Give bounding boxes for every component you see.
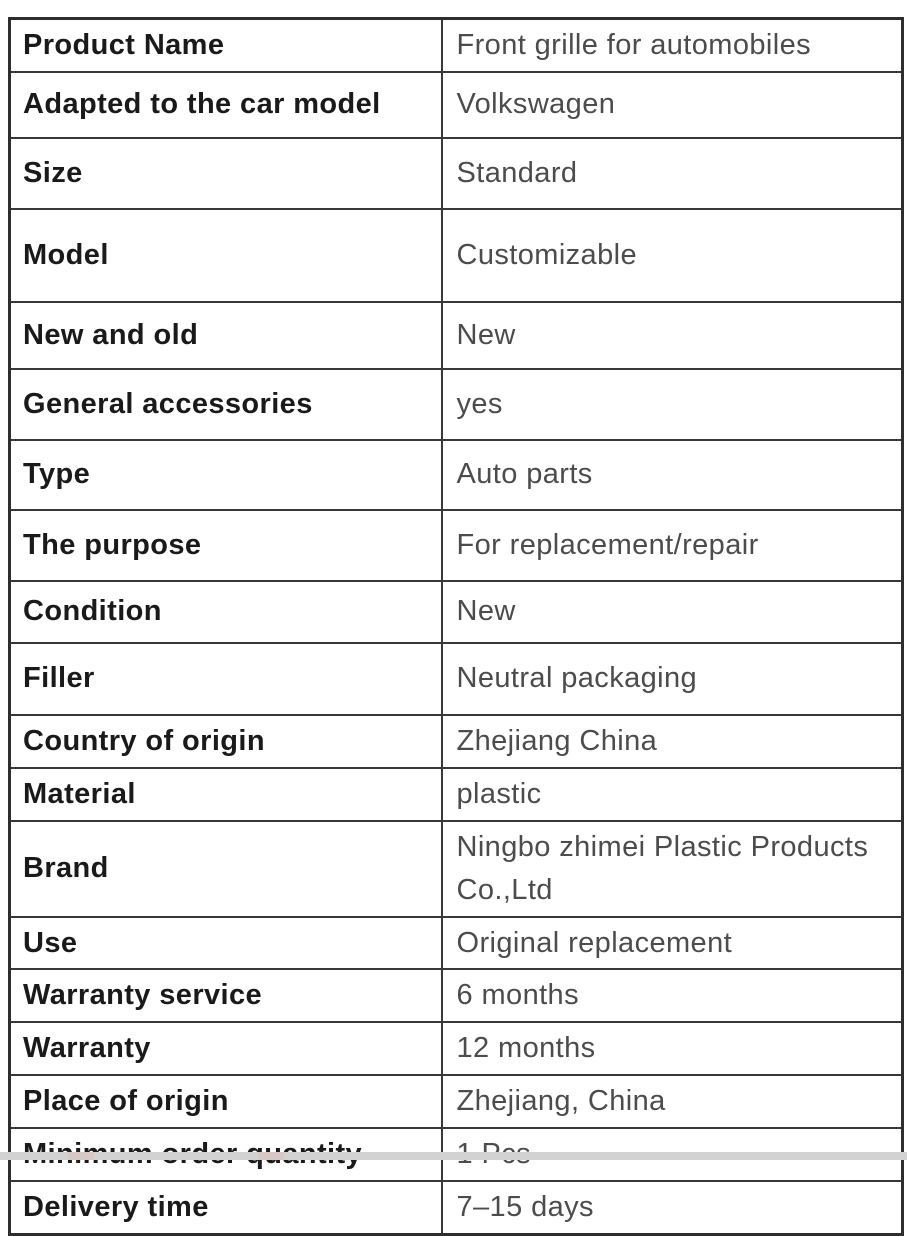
- product-spec-table: [8, 17, 904, 1236]
- table-row: [10, 643, 903, 715]
- spec-value: Ningbo zhimei Plastic Products Co.,Ltd: [442, 821, 903, 917]
- table-row: [10, 302, 903, 369]
- spec-label: General accessories: [10, 369, 442, 440]
- table-row: [10, 1075, 903, 1128]
- spec-label: Condition: [10, 581, 442, 643]
- spec-value: 12 months: [442, 1022, 903, 1075]
- spec-label: Adapted to the car model: [10, 72, 442, 138]
- spec-value: For replacement/repair: [442, 510, 903, 581]
- spec-label: Brand: [10, 821, 442, 917]
- spec-value: Neutral packaging: [442, 643, 903, 715]
- spec-label: Type: [10, 440, 442, 510]
- spec-value: plastic: [442, 768, 903, 821]
- cropped-content-strip: [0, 1152, 907, 1160]
- table-row: [10, 917, 903, 970]
- table-row: [10, 1022, 903, 1075]
- spec-value: Standard: [442, 138, 903, 209]
- spec-value: Original replacement: [442, 917, 903, 970]
- spec-value: New: [442, 302, 903, 369]
- spec-value: Volkswagen: [442, 72, 903, 138]
- table-row: [10, 209, 903, 302]
- spec-label: Country of origin: [10, 715, 442, 768]
- table-row: [10, 19, 903, 72]
- spec-label: Filler: [10, 643, 442, 715]
- spec-value: Auto parts: [442, 440, 903, 510]
- table-row: [10, 440, 903, 510]
- table-row: [10, 969, 903, 1022]
- spec-label: Delivery time: [10, 1181, 442, 1234]
- spec-label: Material: [10, 768, 442, 821]
- spec-label: Use: [10, 917, 442, 970]
- spec-value: Front grille for automobiles: [442, 19, 903, 72]
- table-row: [10, 715, 903, 768]
- spec-value: Zhejiang, China: [442, 1075, 903, 1128]
- table-row: [10, 1181, 903, 1234]
- table-row: [10, 510, 903, 581]
- spec-label: Size: [10, 138, 442, 209]
- table-row: [10, 369, 903, 440]
- spec-label: Warranty service: [10, 969, 442, 1022]
- table-row: [10, 821, 903, 917]
- spec-value: 6 months: [442, 969, 903, 1022]
- cropped-content-smudge: [258, 1152, 284, 1160]
- table-row: [10, 138, 903, 209]
- table-row: [10, 768, 903, 821]
- table-row: [10, 72, 903, 138]
- spec-label: Product Name: [10, 19, 442, 72]
- spec-value: Zhejiang China: [442, 715, 903, 768]
- spec-value: Customizable: [442, 209, 903, 302]
- spec-value: yes: [442, 369, 903, 440]
- table-row: [10, 581, 903, 643]
- spec-value: New: [442, 581, 903, 643]
- spec-label: The purpose: [10, 510, 442, 581]
- spec-label: Warranty: [10, 1022, 442, 1075]
- spec-label: Place of origin: [10, 1075, 442, 1128]
- cropped-content-smudge: [68, 1152, 94, 1160]
- spec-value: 7–15 days: [442, 1181, 903, 1234]
- spec-label: Model: [10, 209, 442, 302]
- spec-label: New and old: [10, 302, 442, 369]
